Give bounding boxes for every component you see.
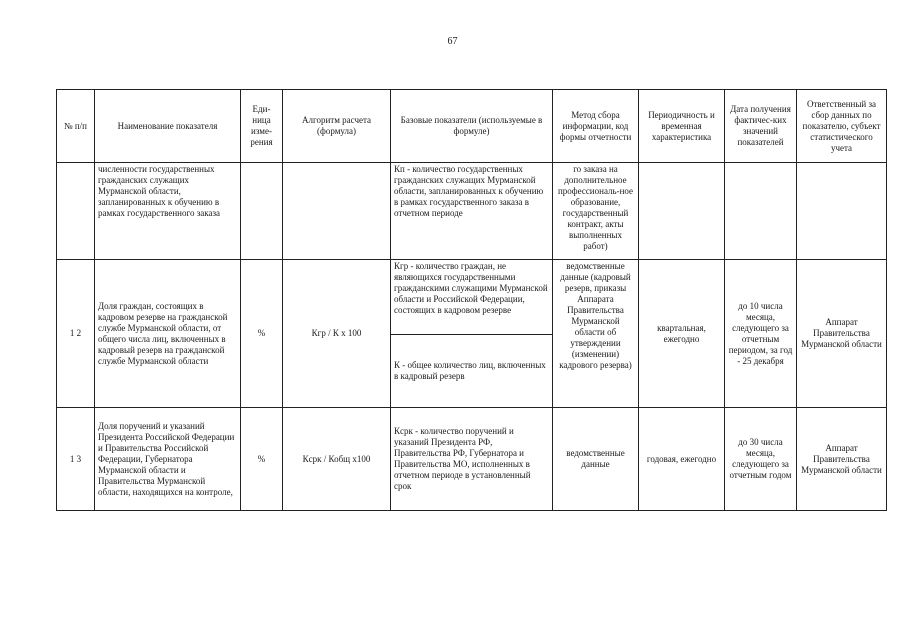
page-number: 67	[447, 36, 458, 47]
header-unit: Еди-ница изме-рения	[241, 90, 283, 163]
cell-number: 1 3	[57, 408, 95, 511]
header-number: № п/п	[57, 90, 95, 163]
cell-number: 1 2	[57, 260, 95, 408]
cell-period: годовая, ежегодно	[639, 408, 725, 511]
header-method: Метод сбора информации, код формы отчетности	[553, 90, 639, 163]
cell-method: ведомственные данные (кадровый резерв, приказы Аппарата Правительства Мурманской области об утверждении (изменении) кадрового резерва)	[553, 260, 639, 408]
cell-unit: %	[241, 408, 283, 511]
header-responsible: Ответственный за сбор данных по показателю, субъект статистического учета	[797, 90, 887, 163]
cell-base: Кп - количество государственных гражданских служащих Мурманской области, запланированных к обучению в рамках государственного заказа в отчетном периоде	[391, 163, 553, 260]
cell-date: до 30 числа месяца, следующего за отчетным годом	[725, 408, 797, 511]
cell-name: Доля граждан, состоящих в кадровом резерве на гражданской службе Мурманской области, от общего числа лиц, включенных в кадровый резерв на гражданской службе Мурманской области	[95, 260, 241, 408]
cell-responsible: Аппарат Правительства Мурманской области	[797, 408, 887, 511]
cell-number	[57, 163, 95, 260]
header-base: Базовые показатели (используемые в формуле)	[391, 90, 553, 163]
header-date: Дата получения фактичес-ких значений показателей	[725, 90, 797, 163]
table-row	[57, 260, 887, 335]
cell-base: Кcрк - количество поручений и указаний Президента РФ, Правительства РФ, Губернатора и Правительства МО, исполненных в отчетном периоде в установленный срок	[391, 408, 553, 511]
cell-unit: %	[241, 260, 283, 408]
header-row	[57, 90, 887, 163]
cell-date: до 10 числа месяца, следующего за отчетным периодом, за год - 25 декабря	[725, 260, 797, 408]
cell-formula: Кгр / К х 100	[283, 260, 391, 408]
header-name: Наименование показателя	[95, 90, 241, 163]
cell-responsible: Аппарат Правительства Мурманской области	[797, 260, 887, 408]
header-formula: Алгоритм расчета (формула)	[283, 90, 391, 163]
header-period: Периодичность и временная характеристика	[639, 90, 725, 163]
cell-method: ведомственные данные	[553, 408, 639, 511]
table-row	[57, 408, 887, 511]
table-row	[57, 163, 887, 260]
cell-period: квартальная, ежегодно	[639, 260, 725, 408]
cell-period	[639, 163, 725, 260]
cell-responsible	[797, 163, 887, 260]
cell-date	[725, 163, 797, 260]
cell-unit	[241, 163, 283, 260]
cell-method: го заказа на дополнительное профессиональ-ное образование, государственный контракт, акты выполненных работ)	[553, 163, 639, 260]
indicators-table	[56, 89, 887, 511]
cell-name: численности государственных гражданских служащих Мурманской области, запланированных к обучению в рамках государственного заказа	[95, 163, 241, 260]
cell-formula: Кcрк / Кобщ х100	[283, 408, 391, 511]
cell-base: К - общее количество лиц, включенных в кадровый резерв	[391, 335, 553, 408]
cell-name: Доля поручений и указаний Президента Российской Федерации и Правительства Российской Федерации, Губернатора Мурманской области и Правительства Мурманской области, находящихся на контроле,	[95, 408, 241, 511]
cell-formula	[283, 163, 391, 260]
cell-base: Кгр - количество граждан, не являющихся государственными гражданскими служащими Мурманской области и Российской Федерации, состоящих в кадровом резерве	[391, 260, 553, 335]
